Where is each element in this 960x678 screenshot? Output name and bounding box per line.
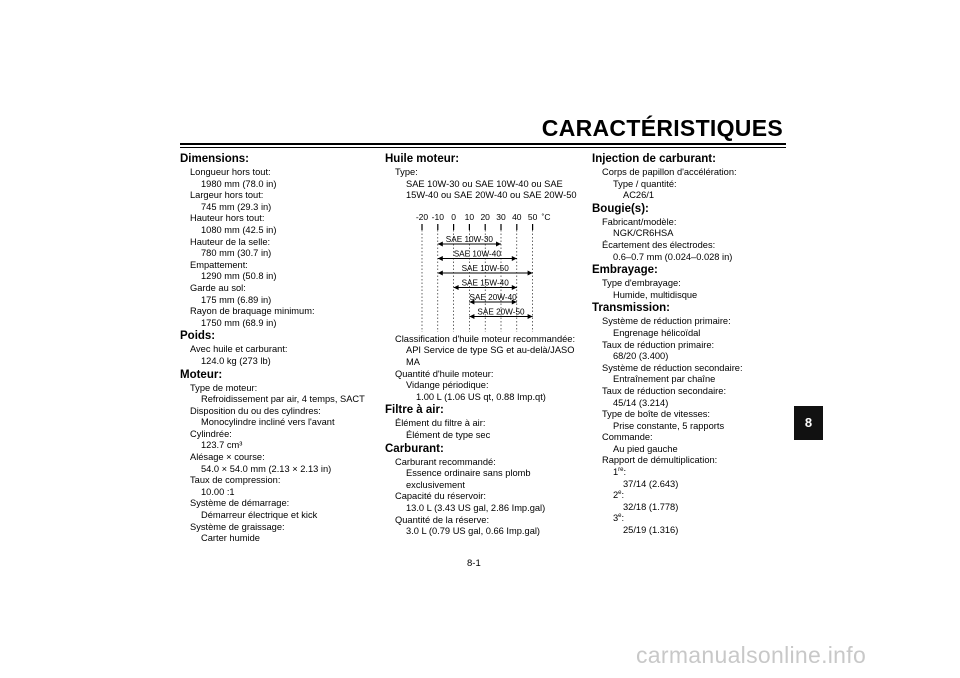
chart-series-label: SAE 15W-40: [461, 278, 509, 288]
spec-value: 745 mm (29.3 in): [201, 201, 272, 212]
spec-label: Hauteur de la selle:: [190, 236, 271, 247]
poids-list: [180, 344, 370, 367]
spec-label: Élément du filtre à air:: [395, 418, 486, 429]
spec-label: Type / quantité:: [613, 178, 677, 189]
spec-value: Élément de type sec: [406, 429, 491, 440]
spec-label: Carburant recommandé:: [395, 456, 496, 467]
transmission-list: [592, 316, 782, 455]
chart-series-label: SAE 20W-40: [469, 292, 517, 302]
spec-label: Type d'embrayage:: [602, 278, 681, 289]
spec-label: Capacité du réservoir:: [395, 491, 486, 502]
spec-label: Cylindrée:: [190, 428, 232, 439]
spec-value: NGK/CR6HSA: [613, 228, 674, 239]
spec-value: Essence ordinaire sans plomb exclusivement: [406, 468, 531, 490]
spec-value: Au pied gauche: [613, 443, 678, 454]
spec-value: Engrenage hélicoïdal: [613, 327, 701, 338]
chart-arrow-left: [469, 314, 474, 319]
filtre-heading: Filtre à air:: [385, 404, 444, 417]
bougie-heading: Bougie(s):: [592, 202, 649, 215]
oil-viscosity-chart: [385, 206, 585, 334]
gear-3-label: 3e:: [613, 513, 625, 524]
column-3: [592, 152, 782, 537]
chart-tick-label: -20: [415, 211, 429, 222]
filtre-list: [385, 418, 585, 441]
embrayage-heading: Embrayage:: [592, 264, 658, 277]
chart-arrow-left: [438, 270, 443, 275]
spec-value: 780 mm (30.7 in): [201, 248, 272, 259]
spec-label: Longueur hors tout:: [190, 167, 271, 177]
spec-label: Système de réduction primaire:: [602, 316, 731, 327]
bougie-list: [592, 217, 782, 263]
spec-value: Entraînement par chaîne: [613, 374, 716, 385]
spec-label: Système de réduction secondaire:: [602, 362, 743, 373]
spec-value: Refroidissement par air, 4 temps, SACT: [201, 394, 365, 405]
spec-value: 13.0 L (3.43 US gal, 2.86 Imp.gal): [406, 502, 546, 513]
gear-1-label: 1re:: [613, 467, 627, 478]
dimensions-list: [180, 167, 370, 329]
spec-label: Alésage × course:: [190, 452, 265, 463]
spec-value: AC26/1: [623, 190, 655, 201]
poids-heading: Poids:: [180, 330, 216, 343]
spec-value: 124.0 kg (273 lb): [201, 355, 271, 366]
chart-arrow-right: [528, 314, 533, 319]
spec-value: 10.00 :1: [201, 486, 235, 497]
spec-label: Écartement des électrodes:: [602, 239, 716, 250]
huile-type-label: Type:: [395, 167, 418, 177]
chart-tick-label: 20: [480, 211, 490, 222]
spec-value: Humide, multidisque: [613, 289, 698, 300]
spec-label: Disposition du ou des cylindres:: [190, 405, 321, 416]
chart-unit-label: ˚C: [541, 211, 551, 222]
moteur-list: [180, 383, 370, 545]
page-title: CARACTÉRISTIQUES: [541, 115, 783, 141]
spec-value: 68/20 (3.400): [613, 351, 669, 362]
column-2: [385, 152, 585, 538]
huile-list: [385, 334, 585, 369]
gears-list: [592, 467, 782, 537]
spec-value: API Service de type SG et au-delà/JASO MA: [406, 345, 575, 367]
spec-label: Garde au sol:: [190, 282, 246, 293]
chart-arrow-left: [454, 285, 459, 290]
spec-value: 1980 mm (78.0 in): [201, 178, 277, 189]
spec-value: Prise constante, 5 rapports: [613, 420, 725, 431]
spec-value: 1080 mm (42.5 in): [201, 224, 277, 235]
spec-label: Taux de compression:: [190, 475, 281, 486]
transmission-heading: Transmission:: [592, 302, 670, 315]
spec-value: Carter humide: [201, 533, 260, 544]
moteur-heading: Moteur:: [180, 368, 223, 381]
chart-arrow-right: [496, 241, 501, 246]
gear-3-value: 25/19 (1.316): [623, 525, 679, 536]
spec-value: 45/14 (3.214): [613, 397, 669, 408]
chart-tick-label: 0: [451, 211, 456, 222]
watermark: carmanualsonline.info: [636, 642, 867, 668]
carburant-list: [385, 457, 585, 538]
huile-change-label: Vidange périodique:: [406, 380, 489, 391]
chart-arrow-right: [512, 256, 517, 261]
spec-label: Taux de réduction primaire:: [602, 339, 715, 350]
spec-label: Système de graissage:: [190, 521, 285, 532]
chart-series-label: SAE 10W-30: [445, 234, 493, 244]
spec-value: Démarreur électrique et kick: [201, 510, 318, 521]
gear-2-value: 32/18 (1.778): [623, 501, 679, 512]
title-rule-thin: [180, 147, 786, 148]
spec-value: 3.0 L (0.79 US gal, 0.66 Imp.gal): [406, 526, 541, 537]
spec-label: Classification d'huile moteur recommandée:: [395, 333, 576, 344]
chart-series-label: SAE 10W-40: [453, 249, 501, 259]
spec-value: 1750 mm (68.9 in): [201, 317, 277, 328]
spec-label: Commande:: [602, 432, 653, 443]
chart-arrow-right: [528, 270, 533, 275]
chart-arrow-left: [438, 256, 443, 261]
spec-value: 1290 mm (50.8 in): [201, 271, 277, 282]
chart-tick-label: 10: [464, 211, 475, 222]
carburant-heading: Carburant:: [385, 442, 444, 455]
spec-value: 0.6–0.7 mm (0.024–0.028 in): [613, 251, 733, 262]
chart-series-label: SAE 20W-50: [477, 307, 525, 317]
chart-series-label: SAE 10W-50: [461, 263, 509, 273]
spec-label: Type de boîte de vitesses:: [602, 409, 711, 420]
chart-tick-label: 40: [512, 211, 522, 222]
injection-heading: Injection de carburant:: [592, 153, 716, 165]
spec-label: Avec huile et carburant:: [190, 344, 288, 355]
page-number: 8-1: [467, 558, 481, 569]
huile-change-value: 1.00 L (1.06 US qt, 0.88 Imp.qt): [416, 391, 546, 402]
ratio-label: Rapport de démultiplication:: [602, 455, 718, 466]
embrayage-list: [592, 278, 782, 301]
huile-type-value: SAE 10W-30 ou SAE 10W-40 ou SAE 15W-40 ou SAE 20W-40 ou SAE 20W-50: [406, 178, 577, 201]
spec-label: Hauteur hors tout:: [190, 213, 265, 224]
spec-value: 175 mm (6.89 in): [201, 294, 272, 305]
spec-label: Rayon de braquage minimum:: [190, 306, 315, 317]
chapter-tab[interactable]: 8: [794, 406, 823, 440]
spec-label: Largeur hors tout:: [190, 190, 264, 201]
injection-sub: Corps de papillon d'accélération:: [602, 167, 737, 177]
spec-label: Type de moteur:: [190, 382, 258, 393]
spec-label: Taux de réduction secondaire:: [602, 385, 727, 396]
spec-value: 54.0 × 54.0 mm (2.13 × 2.13 in): [201, 463, 332, 474]
dimensions-heading: Dimensions:: [180, 153, 250, 165]
chart-arrow-right: [512, 285, 517, 290]
chart-tick-label: 50: [527, 211, 538, 222]
huile-heading: Huile moteur:: [385, 153, 460, 165]
spec-label: Empattement:: [190, 259, 248, 270]
gear-2-label: 2e:: [613, 490, 625, 501]
spec-label: Fabricant/modèle:: [602, 216, 677, 227]
title-rule-thick: [180, 143, 786, 145]
gear-1-value: 37/14 (2.643): [623, 478, 679, 489]
spec-value: 123.7 cm³: [201, 440, 243, 451]
column-1: [180, 152, 370, 545]
injection-list: [592, 179, 782, 202]
chart-tick-label: -10: [431, 211, 444, 222]
spec-value: Monocylindre incliné vers l'avant: [201, 417, 335, 428]
spec-label: Système de démarrage:: [190, 498, 290, 509]
chart-tick-label: 30: [496, 211, 506, 222]
chart-arrow-left: [438, 241, 443, 246]
huile-quantity-label: Quantité d'huile moteur:: [395, 368, 494, 379]
spec-label: Quantité de la réserve:: [395, 514, 490, 525]
